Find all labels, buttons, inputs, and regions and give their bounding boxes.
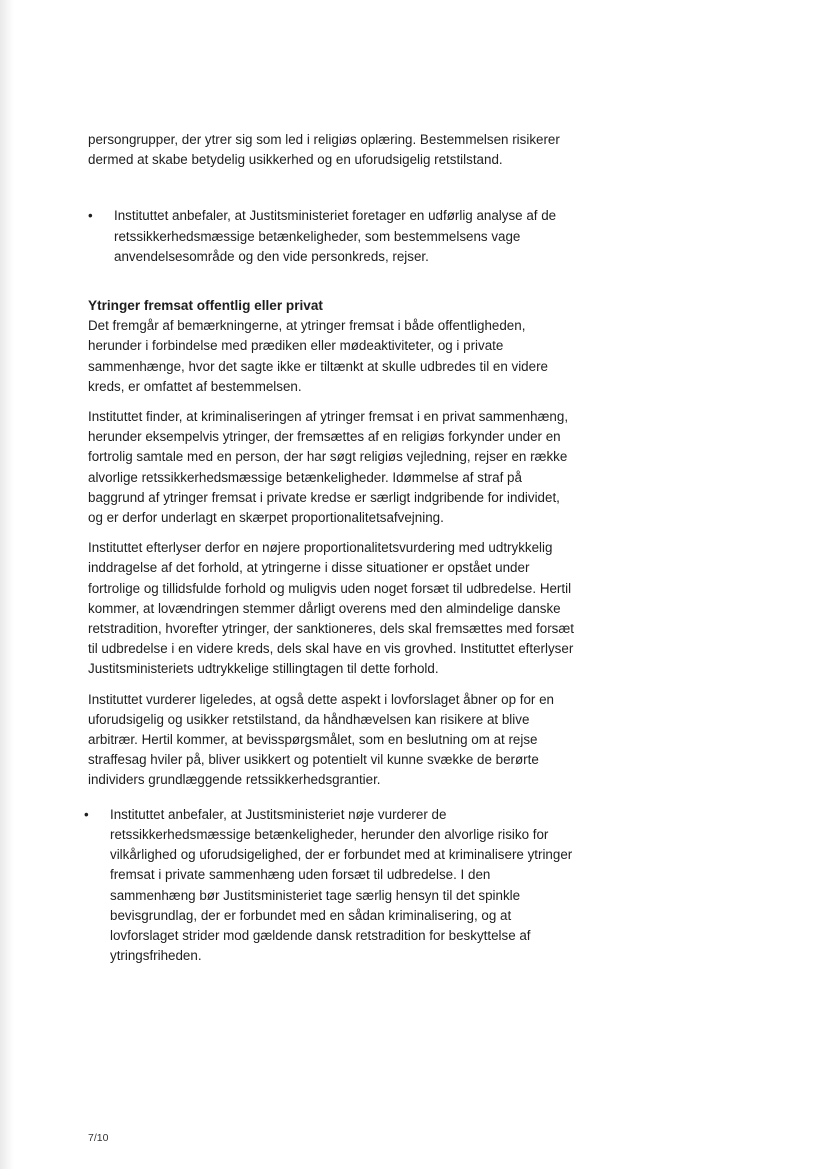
- bullet-point-icon: •: [88, 208, 93, 224]
- intro-paragraph: persongrupper, der ytrer sig som led i religiøs oplæring. Bestemmelsen risikerer dermed at skabe betydelig usikkerhed og en uforudsigelig retstilstand.: [88, 132, 560, 168]
- recommendation-bullet-2: [84, 805, 576, 967]
- page-number: 7/10: [88, 1132, 109, 1144]
- section-heading: Ytringer fremsat offentlig eller privat: [88, 298, 323, 314]
- body-paragraph-3: Instituttet efterlyser derfor en nøjere proportionalitetsvurdering med udtrykkelig inddragelse af det forhold, at ytringerne i disse situationer er opstået under fortrolige og tillidsfulde forhold og muligvis uden noget forsæt til udbredelse. Hertil kommer, at lovændringen stemmer dårligt overens med den almindelige danske retstradition, hvorefter ytringer, der sanktioneres, dels skal fremsættes med forsæt til udbredelse i en videre kreds, dels skal have en vis grovhed. Instituttet efterlyser Justitsministeriets udtrykkelige stillingtagen til dette forhold.: [88, 540, 574, 677]
- document-page: [84, 130, 576, 966]
- scan-edge-shadow: [0, 0, 14, 1169]
- body-paragraph-2: Instituttet finder, at kriminaliseringen af ytringer fremsat i en privat sammenhæng, herunder eksempelvis ytringer, der fremsættes af en religiøs forkynder under en fortrolig samtale med en person, der har søgt religiøs vejledning, rejser en række alvorlige retssikkerhedsmæssige betænkeligheder. Idømmelse af straf på baggrund af ytringer fremsat i private kredse er særligt indgribende for individet, og er derfor underlagt en skærpet proportionalitetsafvejning.: [88, 409, 569, 526]
- body-paragraph-1: Det fremgår af bemærkningerne, at ytringer fremsat i både offentligheden, herunder i forbindelse med prædiken eller mødeaktiviteter, og i private sammenhænge, hvor det sagte ikke er tiltænkt at skulle udbredes til en videre kreds, er omfattet af bestemmelsen.: [88, 318, 548, 394]
- bullet-point-icon: •: [84, 806, 89, 822]
- body-paragraph-4: Instituttet vurderer ligeledes, at også dette aspekt i lovforslaget åbner op for en uforudsigelig og usikker retstilstand, da håndhævelsen kan risikere at blive arbitrær. Hertil kommer, at bevisspørgsmålet, som en beslutning om at rejse straffesag hviler på, bliver usikkert og potentielt vil kunne svække de berørte individers grundlæggende retssikkerhedsgrantier.: [88, 691, 554, 788]
- recommendation-text-2: Instituttet anbefaler, at Justitsministeriet nøje vurderer de retssikkerhedsmæssige betænkeligheder, herunder den alvorlige risiko for vilkårlighed og uforudsigelighed, der er forbundet med at kriminalisere ytringer fremsat i private sammenhæng uden forsæt til udbredelse. I den sammenhæng bør Justitsministeriet tage særlig hensyn til det spinkle bevisgrundlag, der er forbundet med en sådan kriminalisering, og at lovforslaget strider mod gældende dansk retstradition for beskyttelse af ytringsfriheden.: [110, 806, 573, 964]
- recommendation-text-1: Instituttet anbefaler, at Justitsministeriet foretager en udførlig analyse af de retssikkerhedsmæssige betænkeligheder, som bestemmelsens vage anvendelsesområde og den vide personkreds, rejser.: [114, 208, 557, 264]
- recommendation-bullet-1: [88, 206, 576, 267]
